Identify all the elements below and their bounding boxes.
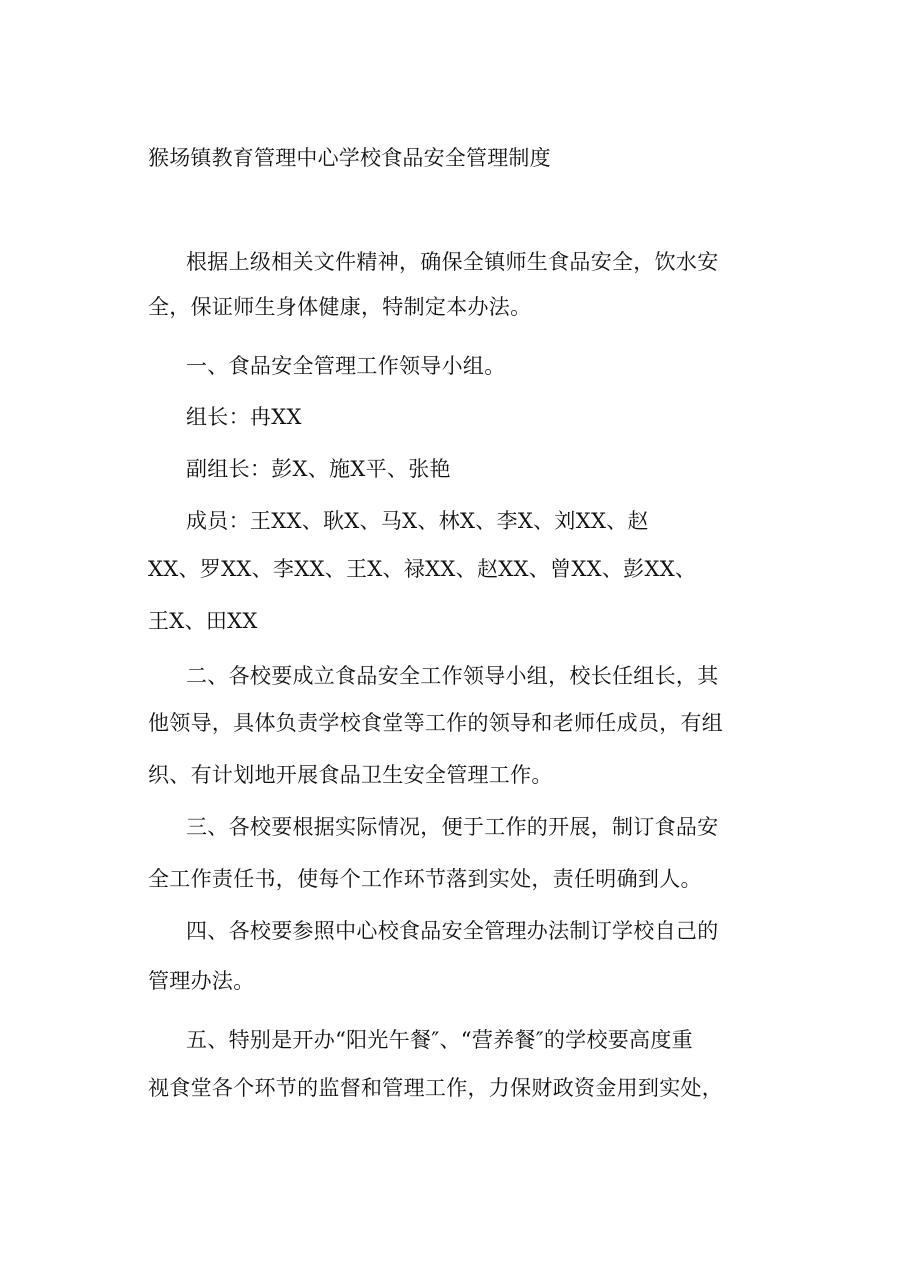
paragraph-line: 视食堂各个环节的监督和管理工作，力保财政资金用到实处， [148, 1076, 724, 1100]
paragraph-line: 他领导，具体负责学校食堂等工作的领导和老师任成员，有组 [148, 711, 724, 735]
paragraph-line: 全工作责任书，使每个工作环节落到实处，责任明确到人。 [148, 867, 702, 891]
paragraph-line: XX、罗XX、李XX、王X、禄XX、赵XX、曾XX、彭XX、 [148, 557, 697, 581]
document-title: 猴场镇教育管理中心学校食品安全管理制度 [148, 146, 551, 170]
paragraph-line: 四、各校要参照中心校食品安全管理办法制订学校自己的 [186, 919, 719, 943]
paragraph-line: 管理办法。 [148, 969, 255, 993]
paragraph-line: 全，保证师生身体健康，特制定本办法。 [148, 295, 532, 319]
section-heading: 一、食品安全管理工作领导小组。 [186, 354, 506, 378]
paragraph-line: 三、各校要根据实际情况，便于工作的开展，制订食品安 [186, 815, 719, 839]
paragraph-line: 王X、田XX [148, 609, 258, 633]
paragraph-line: 副组长：彭X、施X平、张艳 [186, 457, 451, 481]
paragraph-line: 织、有计划地开展食品卫生安全管理工作。 [148, 763, 553, 787]
paragraph-line: 二、各校要成立食品安全工作领导小组，校长任组长，其 [186, 664, 719, 688]
paragraph-line: 组长：冉XX [186, 405, 302, 429]
paragraph-line: 成员：王XX、耿X、马X、林X、李X、刘XX、赵 [186, 509, 649, 533]
paragraph-line: 根据上级相关文件精神，确保全镇师生食品安全，饮水安 [186, 250, 719, 274]
paragraph-line: 五、特别是开办“阳光午餐″、“营养餐″的学校要高度重 [186, 1028, 693, 1052]
